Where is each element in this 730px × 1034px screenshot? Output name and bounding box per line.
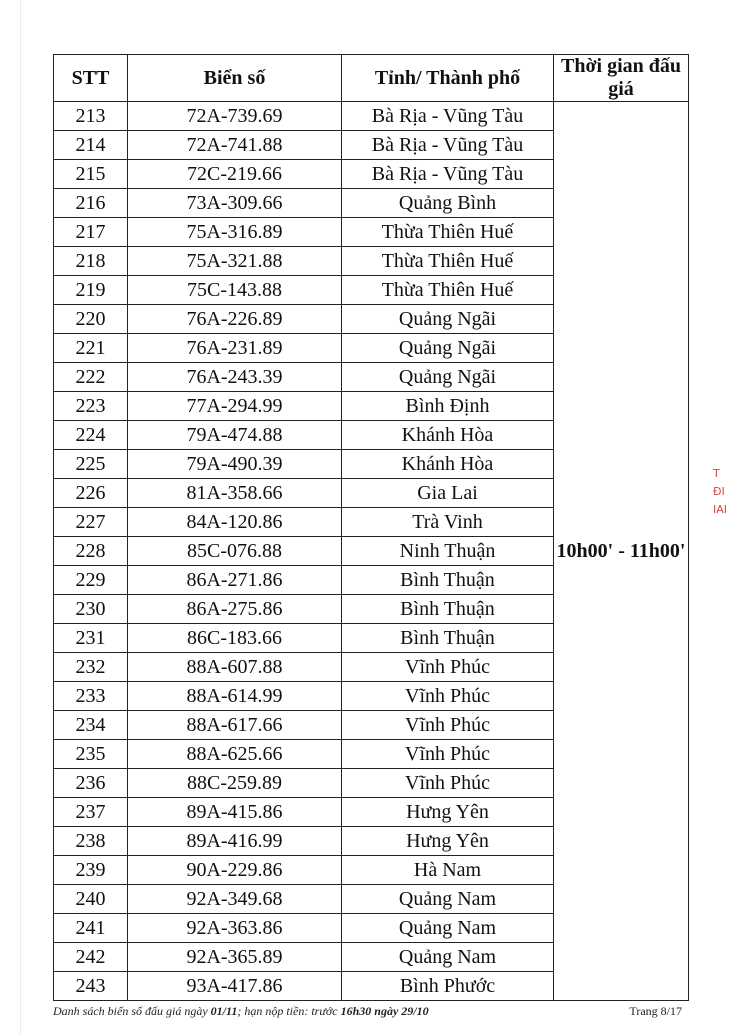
stt-cell: 232	[54, 653, 128, 682]
plate-cell: 75C-143.88	[128, 276, 342, 305]
stt-cell: 241	[54, 914, 128, 943]
stt-cell: 213	[54, 102, 128, 131]
province-cell: Gia Lai	[342, 479, 554, 508]
footer-deadline: 16h30 ngày 29/10	[340, 1004, 429, 1018]
header-province: Tỉnh/ Thành phố	[342, 55, 554, 102]
province-cell: Bình Phước	[342, 972, 554, 1001]
province-cell: Quảng Nam	[342, 943, 554, 972]
province-cell: Ninh Thuận	[342, 537, 554, 566]
stamp-fragment-3: IAI	[713, 503, 728, 516]
stt-cell: 215	[54, 160, 128, 189]
province-cell: Bà Rịa - Vũng Tàu	[342, 160, 554, 189]
plate-cell: 76A-226.89	[128, 305, 342, 334]
stt-cell: 221	[54, 334, 128, 363]
province-cell: Quảng Ngãi	[342, 363, 554, 392]
province-cell: Bà Rịa - Vũng Tàu	[342, 131, 554, 160]
stt-cell: 242	[54, 943, 128, 972]
stt-cell: 218	[54, 247, 128, 276]
stamp-fragment-2: ĐI	[713, 485, 725, 498]
stt-cell: 235	[54, 740, 128, 769]
province-cell: Bình Thuận	[342, 595, 554, 624]
province-cell: Thừa Thiên Huế	[342, 276, 554, 305]
plate-cell: 89A-416.99	[128, 827, 342, 856]
province-cell: Khánh Hòa	[342, 421, 554, 450]
province-cell: Quảng Ngãi	[342, 334, 554, 363]
plate-cell: 76A-243.39	[128, 363, 342, 392]
plate-cell: 86A-275.86	[128, 595, 342, 624]
auction-time-cell: 10h00' - 11h00'	[554, 102, 689, 1001]
province-cell: Bình Thuận	[342, 566, 554, 595]
stt-cell: 227	[54, 508, 128, 537]
province-cell: Quảng Nam	[342, 885, 554, 914]
province-cell: Thừa Thiên Huế	[342, 247, 554, 276]
province-cell: Quảng Bình	[342, 189, 554, 218]
plate-cell: 84A-120.86	[128, 508, 342, 537]
province-cell: Hà Nam	[342, 856, 554, 885]
stamp-fragment-1: T	[713, 467, 720, 480]
stt-cell: 223	[54, 392, 128, 421]
plate-cell: 88A-625.66	[128, 740, 342, 769]
plate-cell: 88A-617.66	[128, 711, 342, 740]
stt-cell: 243	[54, 972, 128, 1001]
plate-cell: 90A-229.86	[128, 856, 342, 885]
header-time: Thời gian đấu giá	[554, 55, 689, 102]
stt-cell: 239	[54, 856, 128, 885]
stt-cell: 237	[54, 798, 128, 827]
stt-cell: 216	[54, 189, 128, 218]
stt-cell: 217	[54, 218, 128, 247]
plate-cell: 92A-365.89	[128, 943, 342, 972]
province-cell: Bình Thuận	[342, 624, 554, 653]
plate-cell: 73A-309.66	[128, 189, 342, 218]
plate-cell: 72A-739.69	[128, 102, 342, 131]
plate-cell: 85C-076.88	[128, 537, 342, 566]
stt-cell: 231	[54, 624, 128, 653]
page-number: Trang 8/17	[629, 1004, 682, 1018]
province-cell: Vĩnh Phúc	[342, 740, 554, 769]
plate-cell: 92A-363.86	[128, 914, 342, 943]
stt-cell: 214	[54, 131, 128, 160]
footer-note	[53, 1004, 429, 1019]
plate-cell: 76A-231.89	[128, 334, 342, 363]
plate-cell: 93A-417.86	[128, 972, 342, 1001]
plate-cell: 86A-271.86	[128, 566, 342, 595]
plate-cell: 79A-474.88	[128, 421, 342, 450]
footer-text-b: ; hạn nộp tiền: trước	[237, 1004, 341, 1018]
plate-cell: 86C-183.66	[128, 624, 342, 653]
plate-cell: 72C-219.66	[128, 160, 342, 189]
red-stamp-fragment	[705, 425, 730, 575]
plate-cell: 88C-259.89	[128, 769, 342, 798]
stt-cell: 240	[54, 885, 128, 914]
province-cell: Quảng Nam	[342, 914, 554, 943]
table-row	[54, 102, 689, 131]
province-cell: Vĩnh Phúc	[342, 769, 554, 798]
plate-auction-table	[53, 54, 689, 1001]
plate-cell: 89A-415.86	[128, 798, 342, 827]
stt-cell: 236	[54, 769, 128, 798]
stt-cell: 226	[54, 479, 128, 508]
plate-cell: 75A-316.89	[128, 218, 342, 247]
page-edge	[20, 0, 21, 1034]
stt-cell: 224	[54, 421, 128, 450]
stt-cell: 225	[54, 450, 128, 479]
stt-cell: 230	[54, 595, 128, 624]
plate-cell: 79A-490.39	[128, 450, 342, 479]
province-cell: Bà Rịa - Vũng Tàu	[342, 102, 554, 131]
table-header-row	[54, 55, 689, 102]
footer-date: 01/11	[210, 1004, 238, 1018]
province-cell: Hưng Yên	[342, 827, 554, 856]
plate-cell: 92A-349.68	[128, 885, 342, 914]
plate-cell: 77A-294.99	[128, 392, 342, 421]
stt-cell: 219	[54, 276, 128, 305]
stt-cell: 222	[54, 363, 128, 392]
province-cell: Vĩnh Phúc	[342, 653, 554, 682]
header-stt: STT	[54, 55, 128, 102]
stt-cell: 238	[54, 827, 128, 856]
stt-cell: 229	[54, 566, 128, 595]
stt-cell: 234	[54, 711, 128, 740]
header-plate: Biển số	[128, 55, 342, 102]
province-cell: Bình Định	[342, 392, 554, 421]
plate-cell: 88A-614.99	[128, 682, 342, 711]
province-cell: Khánh Hòa	[342, 450, 554, 479]
plate-cell: 72A-741.88	[128, 131, 342, 160]
stt-cell: 233	[54, 682, 128, 711]
plate-cell: 75A-321.88	[128, 247, 342, 276]
province-cell: Hưng Yên	[342, 798, 554, 827]
province-cell: Thừa Thiên Huế	[342, 218, 554, 247]
footer-text-a: Danh sách biển số đấu giá ngày	[53, 1004, 211, 1018]
stt-cell: 220	[54, 305, 128, 334]
plate-cell: 81A-358.66	[128, 479, 342, 508]
province-cell: Vĩnh Phúc	[342, 682, 554, 711]
plate-cell: 88A-607.88	[128, 653, 342, 682]
stt-cell: 228	[54, 537, 128, 566]
table-body	[54, 102, 689, 1001]
province-cell: Quảng Ngãi	[342, 305, 554, 334]
province-cell: Vĩnh Phúc	[342, 711, 554, 740]
province-cell: Trà Vinh	[342, 508, 554, 537]
